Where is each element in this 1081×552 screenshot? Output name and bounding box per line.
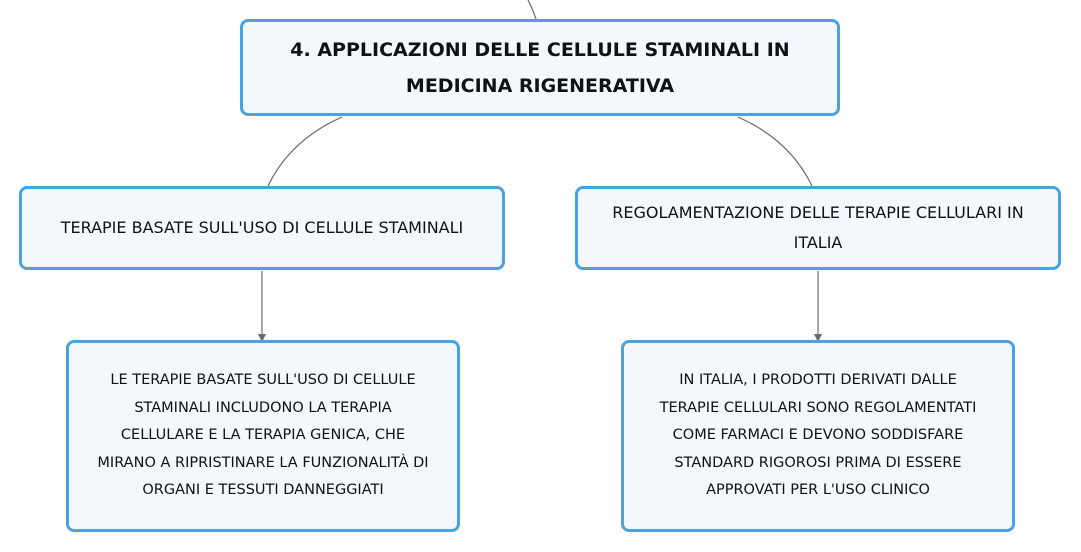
root-topic-text: 4. APPLICAZIONI DELLE CELLULE STAMINALI IN MEDICINA RIGENERATIVA: [290, 38, 790, 97]
branch-node-stem-cell-therapies[interactable]: [19, 186, 505, 270]
root-topic-node[interactable]: [240, 19, 840, 116]
detail-text-cell-therapy-regulation: IN ITALIA, I PRODOTTI DERIVATI DALLE TERAPIE CELLULARI SONO REGOLAMENTATI COME FARMACI E DEVONO SODDISFARE STANDARD RIGOROSI PRIMA DI ESSERE APPROVATI PER L'USO CLINICO: [659, 372, 977, 499]
connector-from-parent: [528, 0, 536, 19]
branch-node-cell-therapy-regulation[interactable]: [575, 186, 1061, 270]
connector-root-to-left-branch: [268, 117, 342, 186]
connector-root-to-right-branch: [738, 117, 812, 186]
branch-title-stem-cell-therapies: TERAPIE BASATE SULL'USO DI CELLULE STAMINALI: [60, 218, 464, 237]
detail-text-stem-cell-therapies: LE TERAPIE BASATE SULL'USO DI CELLULE STAMINALI INCLUDONO LA TERAPIA CELLULARE E LA TERAPIA GENICA, CHE MIRANO A RIPRISTINARE LA FUNZIONALITÀ DI ORGANI E TESSUTI DANNEGGIATI: [97, 372, 429, 499]
detail-node-stem-cell-therapies[interactable]: [66, 340, 460, 532]
detail-node-cell-therapy-regulation[interactable]: [621, 340, 1015, 532]
branch-title-cell-therapy-regulation: REGOLAMENTAZIONE DELLE TERAPIE CELLULARI IN ITALIA: [612, 203, 1024, 252]
